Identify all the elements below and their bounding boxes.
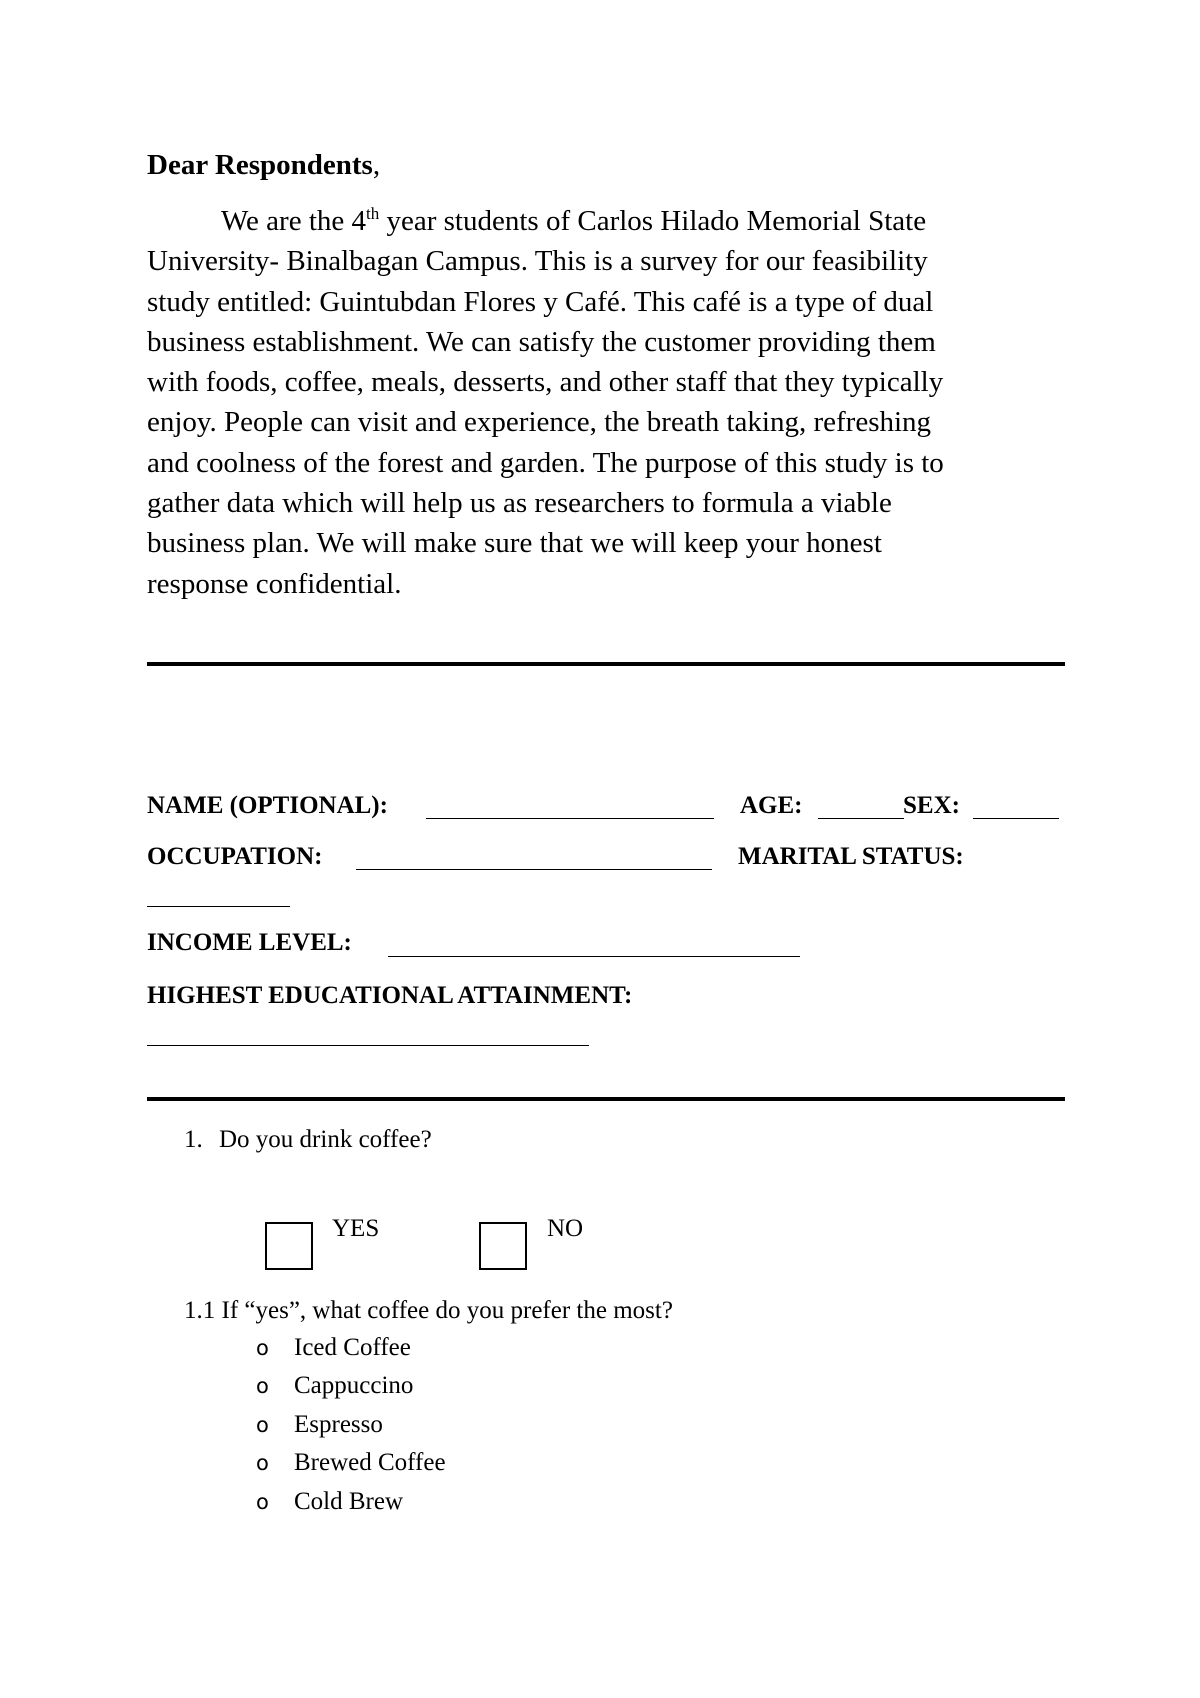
option-label: Cappuccino (294, 1372, 414, 1400)
income-level-label: INCOME LEVEL: (147, 929, 352, 956)
sex-label: SEX: (903, 792, 960, 819)
question-1-1: 1.1 If “yes”, what coffee do you prefer the most? (184, 1297, 673, 1324)
option-label: Brewed Coffee (294, 1449, 446, 1477)
letter-line: study entitled: Guintubdan Flores y Café. This café is a type of dual (147, 285, 934, 318)
circle-bullet-icon: o (256, 1489, 269, 1514)
letter-line (147, 201, 1072, 241)
letter-line: business plan. We will make sure that we will keep your honest (147, 527, 882, 560)
income-level-blank[interactable] (388, 956, 800, 957)
letter-line1-post: year students of Carlos Hilado Memorial State (379, 205, 927, 237)
letter-line: and coolness of the forest and garden. The purpose of this study is to (147, 446, 944, 479)
age-label: AGE: (740, 792, 803, 819)
yes-label: YES (332, 1215, 380, 1242)
occupation-label: OCCUPATION: (147, 843, 323, 870)
no-checkbox[interactable] (479, 1222, 527, 1270)
name-blank[interactable] (426, 818, 714, 819)
question-1 (184, 1125, 432, 1155)
letter-body (147, 201, 1072, 604)
letter-line: gather data which will help us as researchers to formula a viable (147, 487, 892, 520)
age-blank[interactable] (818, 818, 904, 819)
circle-bullet-icon: o (256, 1336, 269, 1360)
ordinal-suffix: th (366, 204, 380, 223)
letter-line: response confidential. (147, 567, 402, 600)
section-divider (147, 1097, 1065, 1101)
letter-line1-pre: We are the 4 (221, 205, 366, 237)
letter-line: enjoy. People can visit and experience, the breath taking, refreshing (147, 406, 932, 439)
education-blank[interactable] (147, 1045, 589, 1046)
option-label: Iced Coffee (294, 1334, 411, 1361)
letter-line: University- Binalbagan Campus. This is a survey for our feasibility (147, 245, 928, 278)
sex-blank[interactable] (973, 818, 1059, 819)
option-label: Cold Brew (294, 1487, 404, 1515)
education-label: HIGHEST EDUCATIONAL ATTAINMENT: (147, 982, 633, 1009)
question-number: 1. (184, 1126, 203, 1153)
marital-status-blank[interactable] (147, 906, 290, 907)
name-label: NAME (OPTIONAL): (147, 792, 388, 819)
greeting-comma: , (372, 149, 381, 181)
yes-checkbox[interactable] (265, 1222, 313, 1270)
greeting-text: Dear Respondents (147, 149, 373, 181)
letter-line: with foods, coffee, meals, desserts, and other staff that they typically (147, 366, 944, 399)
occupation-blank[interactable] (356, 869, 712, 870)
greeting (147, 148, 380, 182)
circle-bullet-icon: o (256, 1374, 269, 1399)
circle-bullet-icon: o (256, 1451, 269, 1476)
section-divider (147, 662, 1065, 666)
question-text: Do you drink coffee? (219, 1126, 432, 1153)
circle-bullet-icon: o (256, 1412, 269, 1437)
marital-status-label: MARITAL STATUS: (738, 843, 964, 870)
no-label: NO (547, 1215, 584, 1242)
letter-line: business establishment. We can satisfy the customer providing them (147, 325, 936, 358)
option-label: Espresso (294, 1410, 383, 1438)
